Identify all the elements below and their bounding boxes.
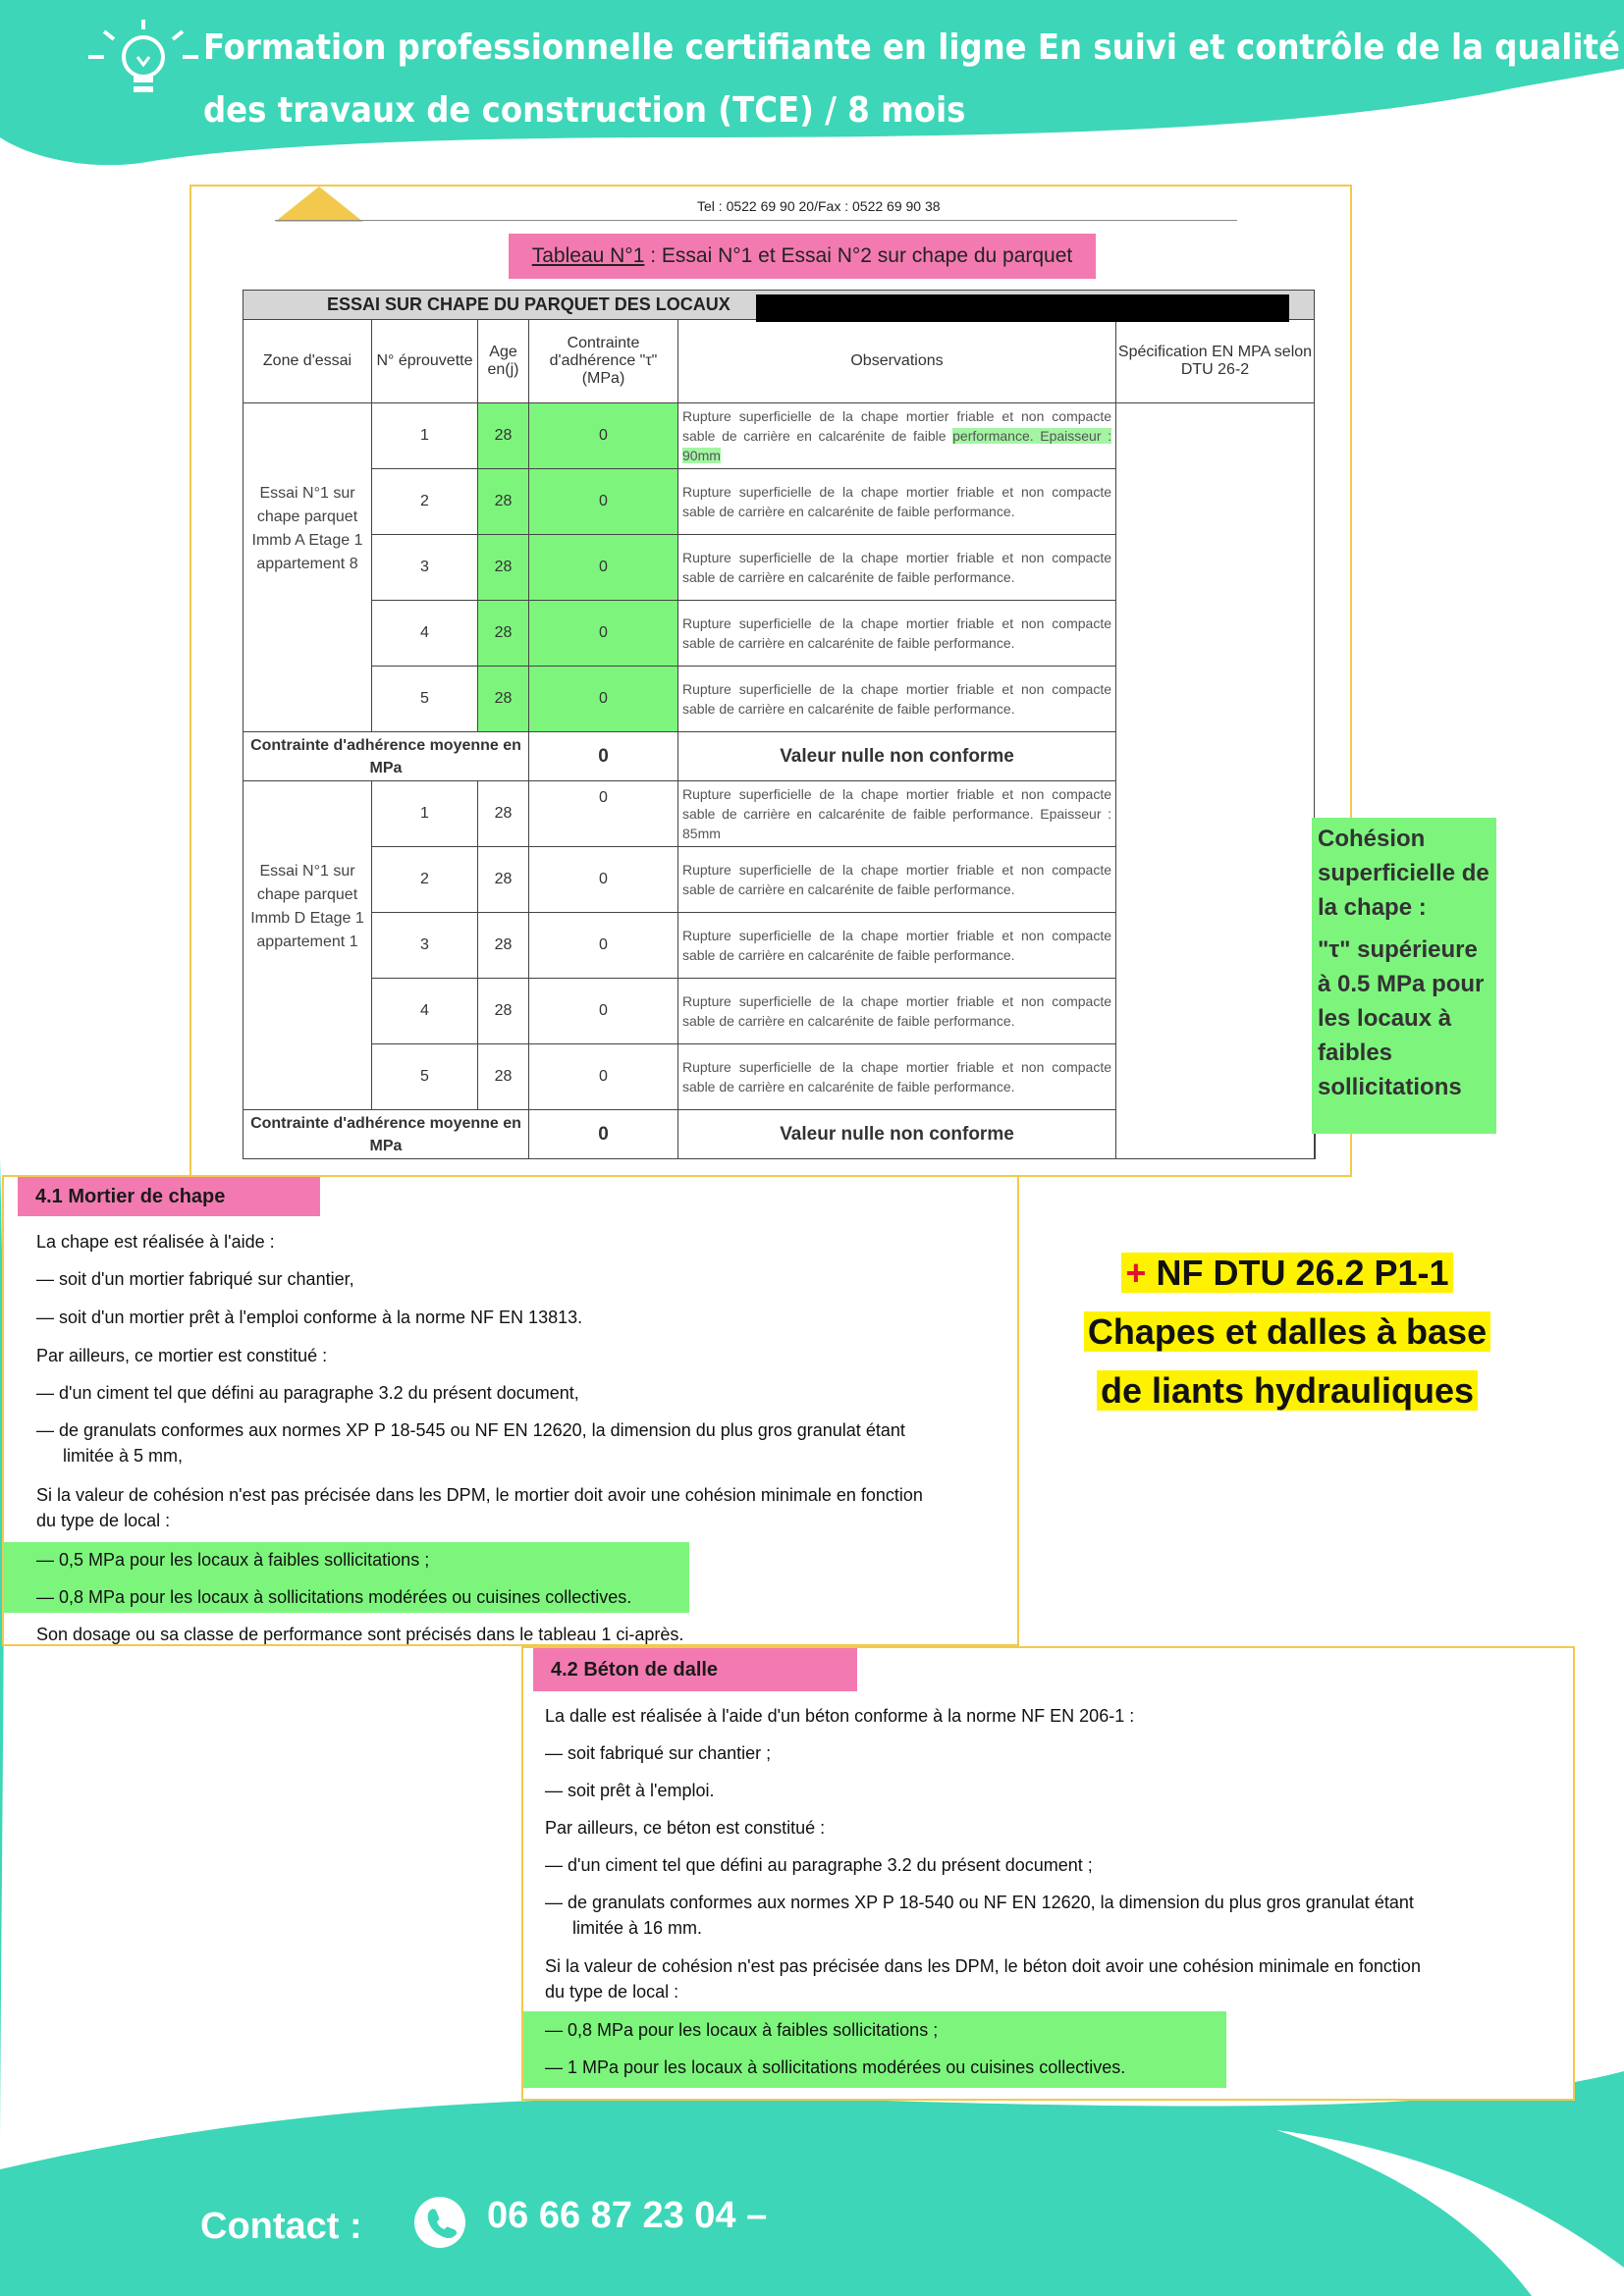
table-cell: 3 xyxy=(372,535,478,601)
table-cell: 28 xyxy=(478,403,529,469)
text-line: Si la valeur de cohésion n'est pas précisée dans les DPM, le mortier doit avoir une cohésion minimale en fonction xyxy=(36,1485,923,1505)
table-banner xyxy=(244,291,1315,320)
table-cell: 0 xyxy=(529,601,678,667)
telephone-line: Tel : 0522 69 90 20/Fax : 0522 69 90 38 xyxy=(697,198,941,214)
moyenne-label: Contrainte d'adhérence moyenne en MPa xyxy=(244,1110,529,1159)
text-line: La chape est réalisée à l'aide : xyxy=(36,1232,275,1252)
text-line: limitée à 5 mm, xyxy=(63,1446,184,1466)
text-line: La dalle est réalisée à l'aide d'un béton conforme à la norme NF EN 206-1 : xyxy=(545,1706,1135,1726)
text-line: — 0,8 MPa pour les locaux à faibles sollicitations ; xyxy=(545,2020,939,2040)
table-cell: 28 xyxy=(478,913,529,979)
table-cell: 0 xyxy=(529,1044,678,1110)
text-line: — d'un ciment tel que défini au paragraphe 3.2 du présent document ; xyxy=(545,1855,1093,1875)
text-line: — de granulats conformes aux normes XP P 18-545 ou NF EN 12620, la dimension du plus gros granulat étant xyxy=(36,1420,905,1440)
text-line: — soit prêt à l'emploi. xyxy=(545,1781,715,1800)
table-cell: Rupture superficielle de la chape mortier friable et non compacte sable de carrière en calcarénite de faible performance. xyxy=(678,847,1116,913)
header-title-line2: des travaux de construction (TCE) / 8 mois xyxy=(203,90,966,131)
phone-number[interactable]: 06 66 87 23 04 – xyxy=(487,2195,768,2236)
redaction-bar xyxy=(756,294,1289,322)
obs-text: Rupture superficielle de la chape mortier friable et non compacte sable de carrière en calcarénite de faible xyxy=(682,408,1111,444)
table-cell: 0 xyxy=(529,979,678,1044)
text-line: du type de local : xyxy=(36,1511,171,1530)
text-line: limitée à 16 mm. xyxy=(572,1918,703,1938)
col-num: N° éprouvette xyxy=(372,320,478,403)
table-cell: 0 xyxy=(529,781,678,847)
text-line: — 0,8 MPa pour les locaux à sollicitations modérées ou cuisines collectives. xyxy=(36,1587,632,1607)
table-cell: 2 xyxy=(372,847,478,913)
nf-dtu-reference xyxy=(1068,1244,1506,1420)
header-title-line1: Formation professionnelle certifiante en ligne En suivi et contrôle de la qualité xyxy=(203,27,1620,68)
col-specification: Spécification EN MPA selon DTU 26-2 xyxy=(1116,320,1315,403)
table-cell: 0 xyxy=(529,403,678,469)
zone-2: Essai N°1 sur chape parquet Immb D Etage 1 appartement 1 xyxy=(244,781,372,1110)
table-banner-text: ESSAI SUR CHAPE DU PARQUET DES LOCAUX xyxy=(327,294,731,314)
table-cell: 0 xyxy=(529,667,678,732)
table-cell: 5 xyxy=(372,1044,478,1110)
table-cell: 1 xyxy=(372,403,478,469)
col-age: Age en(j) xyxy=(478,320,529,403)
spec-line-2: "τ" supérieure à 0.5 MPa pour les locaux à faibles sollicitations xyxy=(1318,936,1485,1100)
table-cell: 28 xyxy=(478,535,529,601)
table-cell: Rupture superficielle de la chape mortier friable et non compacte sable de carrière en calcarénite de faible performance. xyxy=(678,601,1116,667)
table-cell: 5 xyxy=(372,667,478,732)
section-4-1-title: 4.1 Mortier de chape xyxy=(18,1177,320,1216)
table-cell: Rupture superficielle de la chape mortier friable et non compacte sable de carrière en calcarénite de faible performance. xyxy=(678,667,1116,732)
text-line: — 1 MPa pour les locaux à sollicitations modérées ou cuisines collectives. xyxy=(545,2057,1126,2077)
table-cell: 28 xyxy=(478,781,529,847)
table-cell: Rupture superficielle de la chape mortier friable et non compacte sable de carrière en calcarénite de faible performance. Epaisseur : 85mm xyxy=(678,781,1116,847)
text-line: — soit d'un mortier prêt à l'emploi conforme à la norme NF EN 13813. xyxy=(36,1308,583,1327)
nul-non-conforme: Valeur nulle non conforme xyxy=(678,732,1116,781)
essai-table xyxy=(243,290,1316,1159)
col-contrainte: Contrainte d'adhérence "τ" (MPa) xyxy=(529,320,678,403)
table-title xyxy=(509,234,1096,279)
table-cell: 28 xyxy=(478,847,529,913)
table-cell: 2 xyxy=(372,469,478,535)
table-cell: Rupture superficielle de la chape mortier friable et non compacte sable de carrière en calcarénite de faible performance. xyxy=(678,469,1116,535)
text-line: — soit d'un mortier fabriqué sur chantier, xyxy=(36,1269,354,1289)
col-observations: Observations xyxy=(678,320,1116,403)
table-cell: 28 xyxy=(478,601,529,667)
table-cell: 28 xyxy=(478,667,529,732)
col-zone: Zone d'essai xyxy=(244,320,372,403)
section-4-2-title: 4.2 Béton de dalle xyxy=(533,1648,857,1691)
text-line: du type de local : xyxy=(545,1982,679,2002)
table-cell: 0 xyxy=(529,847,678,913)
table-cell: 4 xyxy=(372,979,478,1044)
table-cell: Rupture superficielle de la chape mortier friable et non compacte sable de carrière en calcarénite de faible performance. xyxy=(678,913,1116,979)
table-title-prefix: Tableau N°1 xyxy=(531,244,645,267)
table-cell: 0 xyxy=(529,469,678,535)
header-rule xyxy=(275,220,1237,221)
test-table-document xyxy=(189,185,1489,1177)
text-line: Son dosage ou sa classe de performance sont précisés dans le tableau 1 ci-après. xyxy=(36,1625,684,1644)
text-line: — soit fabriqué sur chantier ; xyxy=(545,1743,772,1763)
table-cell: 0 xyxy=(529,913,678,979)
text-line: — d'un ciment tel que défini au paragraphe 3.2 du présent document, xyxy=(36,1383,579,1403)
section-4-1 xyxy=(2,1175,1019,1646)
moyenne-label: Contrainte d'adhérence moyenne en MPa xyxy=(244,732,529,781)
phone-icon[interactable] xyxy=(412,2195,467,2250)
spec-highlight xyxy=(1312,818,1496,1134)
text-line: — de granulats conformes aux normes XP P 18-540 ou NF EN 12620, la dimension du plus gros granulat étant xyxy=(545,1893,1414,1912)
plus-sign: + xyxy=(1125,1253,1147,1293)
table-title-rest: : Essai N°1 et Essai N°2 sur chape du parquet xyxy=(644,244,1073,267)
obs-thickness: performance. Epaisseur : 90mm xyxy=(682,428,1112,463)
text-line: Par ailleurs, ce béton est constitué : xyxy=(545,1818,826,1838)
table-cell: 0 xyxy=(529,535,678,601)
text-line: — 0,5 MPa pour les locaux à faibles sollicitations ; xyxy=(36,1550,430,1570)
text-line: Par ailleurs, ce mortier est constitué : xyxy=(36,1346,328,1365)
lightbulb-icon xyxy=(84,18,202,106)
zone-1: Essai N°1 sur chape parquet Immb A Etage 1 appartement 8 xyxy=(244,403,372,732)
nf-line-2: Chapes et dalles à base xyxy=(1084,1311,1490,1352)
table-cell: 3 xyxy=(372,913,478,979)
nf-line-1: NF DTU 26.2 P1-1 xyxy=(1156,1253,1449,1293)
text-line: Si la valeur de cohésion n'est pas précisée dans les DPM, le béton doit avoir une cohésion minimale en fonction xyxy=(545,1956,1421,1976)
moyenne-value: 0 xyxy=(529,732,678,781)
spec-line-1: Cohésion superficielle de la chape : xyxy=(1318,826,1489,921)
table-cell: 4 xyxy=(372,601,478,667)
table-cell: 28 xyxy=(478,469,529,535)
moyenne-value: 0 xyxy=(529,1110,678,1159)
spec-column xyxy=(1116,403,1315,1159)
nf-line-3: de liants hydrauliques xyxy=(1097,1370,1478,1411)
contact-label: Contact : xyxy=(200,2206,362,2247)
table-cell: 28 xyxy=(478,1044,529,1110)
table-cell: 28 xyxy=(478,979,529,1044)
nul-non-conforme: Valeur nulle non conforme xyxy=(678,1110,1116,1159)
table-cell: Rupture superficielle de la chape mortier friable et non compacte sable de carrière en calcarénite de faible performance. xyxy=(678,1044,1116,1110)
table-cell: Rupture superficielle de la chape mortier friable et non compacte sable de carrière en calcarénite de faible performance. xyxy=(678,535,1116,601)
table-cell xyxy=(678,403,1116,469)
table-cell: 1 xyxy=(372,781,478,847)
table-cell: Rupture superficielle de la chape mortier friable et non compacte sable de carrière en calcarénite de faible performance. xyxy=(678,979,1116,1044)
section-4-2 xyxy=(521,1646,1575,2101)
company-logo xyxy=(275,187,363,222)
